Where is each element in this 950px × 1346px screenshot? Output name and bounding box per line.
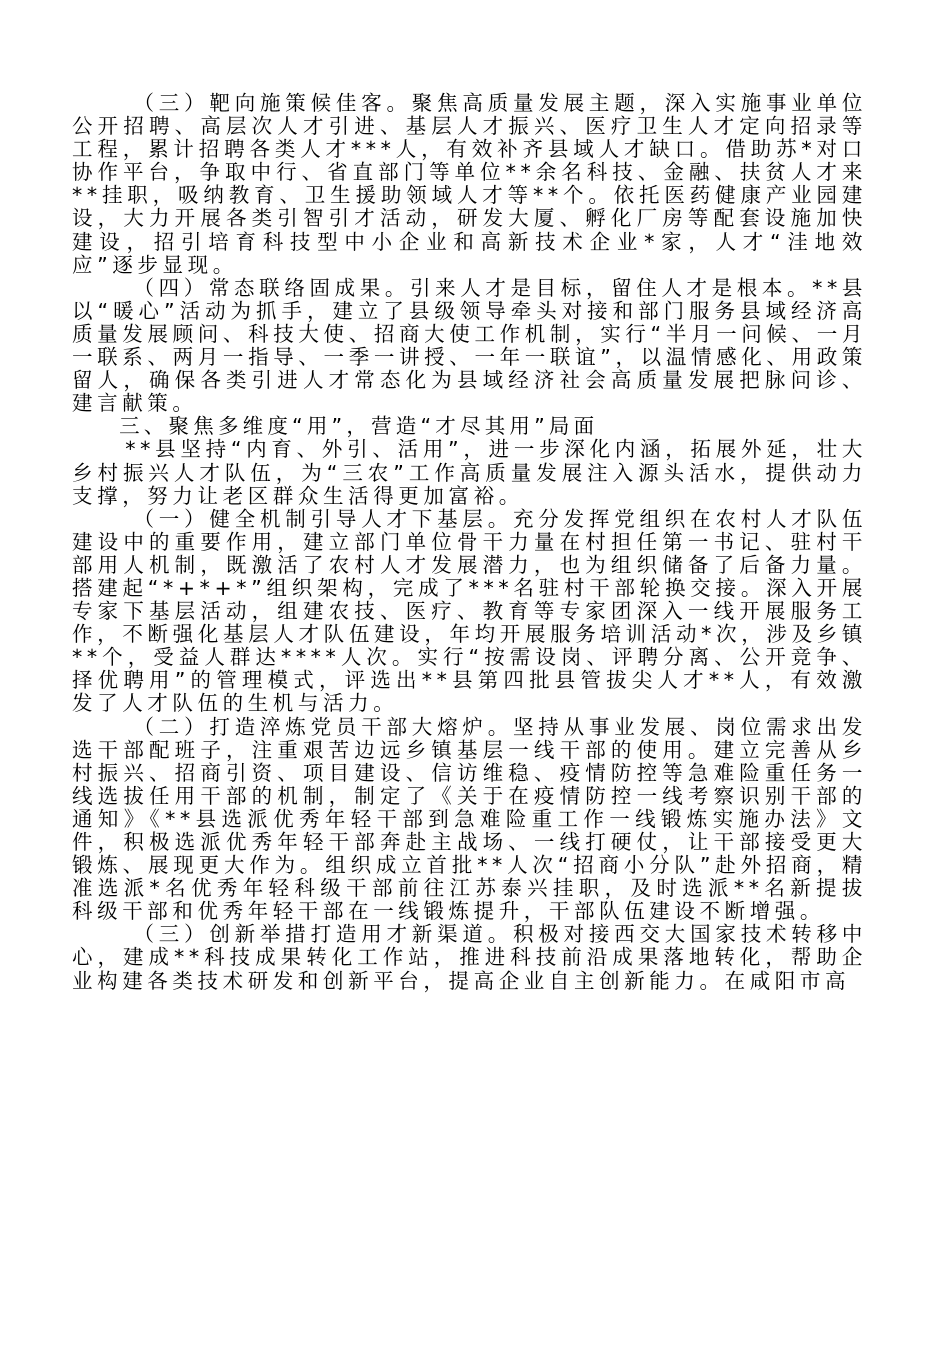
section-heading-use: 三、聚焦多维度“用”，营造“才尽其用”局面	[119, 414, 599, 439]
paragraph-talent-retention: （四）常态联络固成果。引来人才是目标，留住人才是根本。**县以“暖心”活动为抓手，建立了县级领导牵头对接和部门服务县域经济高质量发展顾问、科技大使、招商大使工作机制，实行“半月一问候、一月一联系、两月一指导、一季一讲授、一年一联谊”，以温情感化、用政策留人，确保各类引进人才常态化为县域经济社会高质量发展把脉问诊、建言献策。	[72, 275, 867, 416]
paragraph-new-channels: （三）创新举措打造用才新渠道。积极对接西交大国家技术转移中心，建成**科技成果转化工作站，推进科技前沿成果落地转化，帮助企业构建各类技术研发和创新平台，提高企业自主创新能力。在咸阳市高	[72, 922, 867, 993]
paragraph-section-intro: **县坚持“内育、外引、活用”，进一步深化内涵，拓展外延，壮大乡村振兴人才队伍，为“三农”工作高质量发展注入源头活水，提供动力支撑，努力让老区群众生活得更加富裕。	[72, 437, 867, 508]
paragraph-mechanism: （一）健全机制引导人才下基层。充分发挥党组织在农村人才队伍建设中的重要作用，建立部门单位骨干力量在村担任第一书记、驻村干部用人机制，既激活了农村人才发展潜力，也为组织储备了后备力量。搭建起“*+*+*”组织架构，完成了***名驻村干部轮换交接。深入开展专家下基层活动，组建农技、医疗、教育等专家团深入一线开展服务工作，不断强化基层人才队伍建设，年均开展服务培训活动*次，涉及乡镇**个，受益人群达****人次。实行“按需设岗、评聘分离、公开竞争、择优聘用”的管理模式，评选出**县第四批县管拔尖人才**人，有效激发了人才队伍的生机与活力。	[72, 506, 867, 716]
paragraph-cadre-training: （二）打造淬炼党员干部大熔炉。坚持从事业发展、岗位需求出发选干部配班子，注重艰苦边远乡镇基层一线干部的使用。建立完善从乡村振兴、招商引资、项目建设、信访维稳、疫情防控等急难险重任务一线选拔任用干部的机制，制定了《关于在疫情防控一线考察识别干部的通知》《**县选派优秀年轻干部到急难险重工作一线锻炼实施办法》文件，积极选派优秀年轻干部奔赴主战场、一线打硬仗，让干部接受更大锻炼、展现更大作为。组织成立首批**人次“招商小分队”赴外招商，精准选派*名优秀年轻科级干部前往江苏泰兴挂职，及时选派**名新提拔科级干部和优秀年轻干部在一线锻炼提升，干部队伍建设不断增强。	[72, 714, 867, 924]
document-page	[72, 92, 867, 993]
paragraph-talent-recruitment: （三）靶向施策候佳客。聚焦高质量发展主题，深入实施事业单位公开招聘、高层次人才引进、基层人才振兴、医疗卫生人才定向招录等工程，累计招聘各类人才***人，有效补齐县域人才缺口。借助苏*对口协作平台，争取中行、省直部门等单位**余名科技、金融、扶贫人才来**挂职，吸纳教育、卫生援助领域人才等**个。依托医药健康产业园建设，大力开展各类引智引才活动，研发大厦、孵化厂房等配套设施加快建设，招引培育科技型中小企业和高新技术企业*家，人才“洼地效应”逐步显现。	[72, 91, 867, 277]
